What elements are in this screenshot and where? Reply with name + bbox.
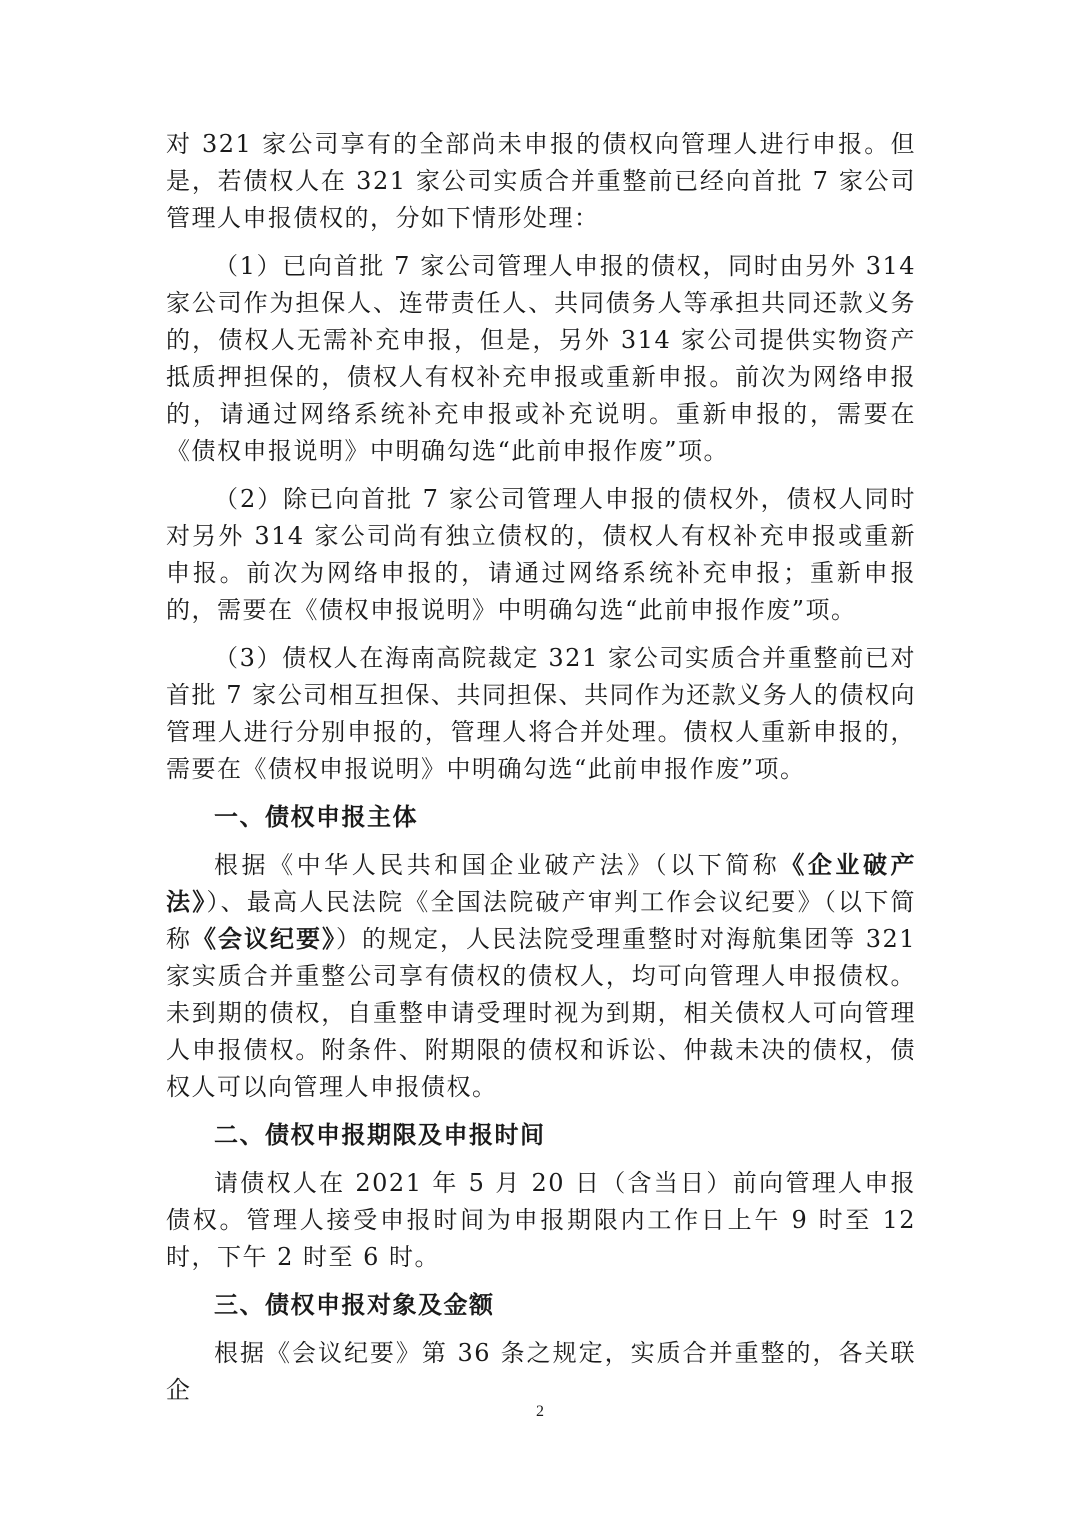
section-1-text-1: 根据《中华人民共和国企业破产法》（以下简称 [214,851,781,879]
section-2-paragraph: 请债权人在 2021 年 5 月 20 日（含当日）前向管理人申报债权。管理人接受申报时间为申报期限内工作日上午 9 时至 12 时，下午 2 时至 6 时。 [166,1169,916,1271]
paragraph-case-3: （3）债权人在海南高院裁定 321 家公司实质合并重整前已对首批 7 家公司相互担保、共同担保、共同作为还款义务人的债权向管理人进行分别申报的，管理人将合并处理。债权人重新申报的，需要在《债权申报说明》中明确勾选“此前申报作废”项。 [166,644,916,783]
section-1-text-2: ）、最高人民法院《全国法院破产审判工作会议纪要》（以下简称 [166,888,917,953]
section-1-text-3: ）的规定，人民法院受理重整时对海航集团等 321 家实质合并重整公司享有债权的债权人，均可向管理人申报债权。未到期的债权，自重整申请受理时视为到期，相关债权人可向管理人申报债权。附条件、附期限的债权和诉讼、仲裁未决的债权，债权人可以向管理人申报债权。 [166,925,917,1101]
paragraph-intro: 对 321 家公司享有的全部尚未申报的债权向管理人进行申报。但是，若债权人在 321 家公司实质合并重整前已经向首批 7 家公司管理人申报债权的，分如下情形处理： [166,130,916,232]
section-3-paragraph: 根据《会议纪要》第 36 条之规定，实质合并重整的，各关联企 [166,1339,916,1404]
section-1-bold-term-1: 《企业破产法》 [166,851,917,916]
paragraph-case-1: （1）已向首批 7 家公司管理人申报的债权，同时由另外 314 家公司作为担保人、连带责任人、共同债务人等承担共同还款义务的，债权人无需补充申报，但是，另外 314 家公司提供实物资产抵质押担保的，债权人有权补充申报或重新申报。前次为网络申报的，请通过网络系统补充申报或补充说明。重新申报的，需要在《债权申报说明》中明确勾选“此前申报作废”项。 [166,252,916,465]
section-3-heading: 三、债权申报对象及金额 [214,1291,495,1319]
document-body [166,126,916,1420]
section-1-bold-term-2: 《会议纪要》 [192,925,337,953]
page-number: 2 [536,1403,544,1420]
section-1-heading: 一、债权申报主体 [214,803,418,831]
section-2-heading: 二、债权申报期限及申报时间 [214,1121,546,1149]
section-1-paragraph [166,847,916,1106]
paragraph-case-2: （2）除已向首批 7 家公司管理人申报的债权外，债权人同时对另外 314 家公司尚有独立债权的，债权人有权补充申报或重新申报。前次为网络申报的，请通过网络系统补充申报；重新申报的，需要在《债权申报说明》中明确勾选“此前申报作废”项。 [166,485,916,624]
